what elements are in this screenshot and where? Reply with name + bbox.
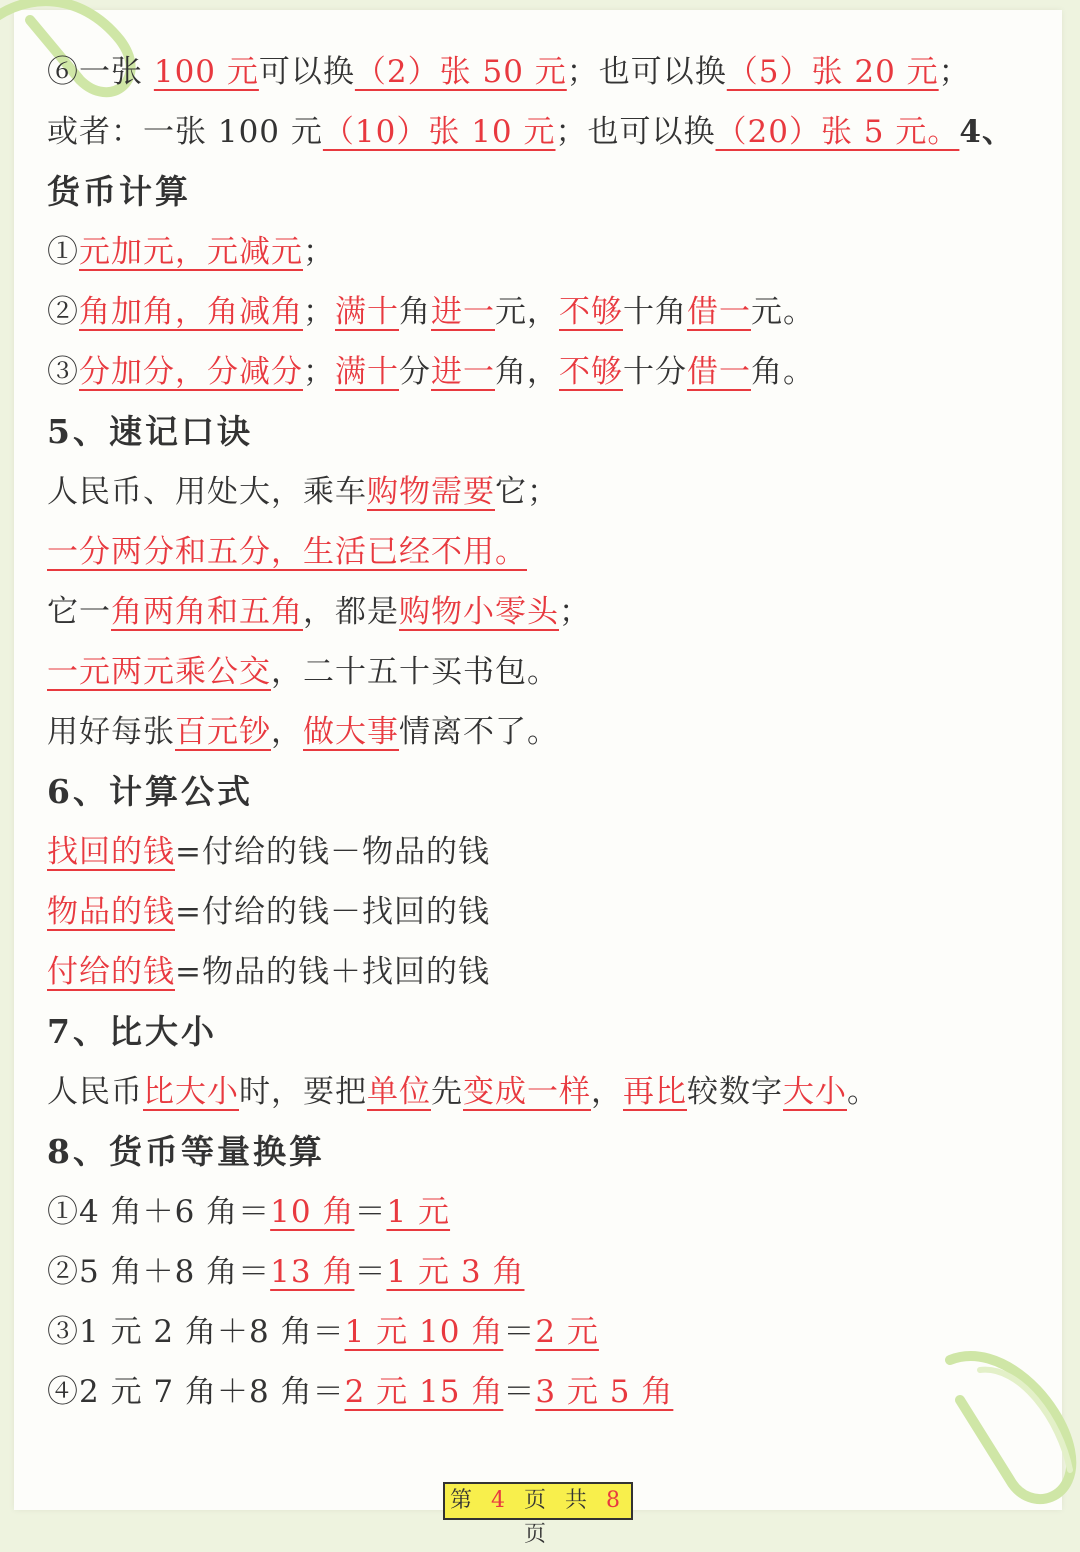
text-segment: 较数字 xyxy=(687,1074,783,1110)
highlighted-text: 借一 xyxy=(687,294,751,330)
section-heading xyxy=(47,762,1047,822)
text-segment: 人民币、用处大，乘车 xyxy=(47,474,367,510)
current-page-number: 4 xyxy=(491,1488,511,1513)
text-segment: =付给的钱－物品的钱 xyxy=(175,834,490,870)
text-segment: =付给的钱－找回的钱 xyxy=(175,894,490,930)
note-line xyxy=(47,42,1047,102)
text-segment: 4、 xyxy=(959,114,1014,150)
highlighted-text: 一分两分和五分，生活已经不用。 xyxy=(47,534,527,570)
highlighted-text: 不够 xyxy=(559,294,623,330)
text-segment: ； xyxy=(303,354,335,390)
highlighted-text: 分加分，分减分 xyxy=(79,354,303,390)
text-segment: ④2 元 7 角＋8 角＝ xyxy=(47,1374,345,1410)
text-segment: 人民币 xyxy=(47,1074,143,1110)
text-segment: ③1 元 2 角＋8 角＝ xyxy=(47,1314,345,1350)
text-segment: ①4 角＋6 角＝ xyxy=(47,1194,271,1230)
text-segment: 可以换 xyxy=(258,54,355,90)
text-segment: 7、比大小 xyxy=(47,1012,217,1051)
page-mid: 页 共 xyxy=(524,1488,593,1513)
text-segment: 十分 xyxy=(623,354,687,390)
highlighted-text: 1 元 3 角 xyxy=(386,1254,525,1290)
note-line xyxy=(47,222,1047,282)
note-line xyxy=(47,342,1047,402)
highlighted-text: 找回的钱 xyxy=(47,834,175,870)
text-segment: 分 xyxy=(399,354,431,390)
note-line xyxy=(47,642,1047,702)
text-segment: 元， xyxy=(495,294,559,330)
text-segment: 它一 xyxy=(47,594,111,630)
text-segment: ，都是 xyxy=(303,594,399,630)
highlighted-text: 单位 xyxy=(367,1074,431,1110)
highlighted-text: 100 元 xyxy=(153,54,259,90)
highlighted-text: 比大小 xyxy=(143,1074,239,1110)
highlighted-text: 满十 xyxy=(335,354,399,390)
note-line xyxy=(47,702,1047,762)
text-segment: ＝ xyxy=(503,1314,536,1350)
highlighted-text: 10 角 xyxy=(270,1194,355,1230)
note-line xyxy=(47,1302,1047,1362)
highlighted-text: 购物小零头 xyxy=(399,594,559,630)
text-segment: ； xyxy=(303,234,335,270)
text-segment: 先 xyxy=(431,1074,463,1110)
note-line xyxy=(47,462,1047,522)
text-segment: 它； xyxy=(495,474,559,510)
highlighted-text: （20）张 5 元。 xyxy=(715,114,960,150)
text-segment: 十角 xyxy=(623,294,687,330)
text-segment: 5、速记口诀 xyxy=(47,412,253,451)
highlighted-text: 做大事 xyxy=(303,714,399,750)
page-indicator xyxy=(443,1482,633,1547)
highlighted-text: 物品的钱 xyxy=(47,894,175,930)
highlighted-text: （5）张 20 元 xyxy=(726,54,939,90)
text-segment: 时，要把 xyxy=(239,1074,367,1110)
highlighted-text: 再比 xyxy=(623,1074,687,1110)
text-segment: 情离不了。 xyxy=(399,714,559,750)
text-segment: ②5 角＋8 角＝ xyxy=(47,1254,271,1290)
text-segment: 用好每张 xyxy=(47,714,175,750)
text-segment: ，二十五十买书包。 xyxy=(271,654,559,690)
highlighted-text: 1 元 xyxy=(386,1194,451,1230)
page-suffix: 页 xyxy=(523,1522,552,1547)
text-segment: 角。 xyxy=(751,354,815,390)
text-segment: ③ xyxy=(47,354,79,390)
highlighted-text: 一元两元乘公交 xyxy=(47,654,271,690)
highlighted-text: 元加元，元减元 xyxy=(79,234,303,270)
highlighted-text: 进一 xyxy=(431,294,495,330)
highlighted-text: 进一 xyxy=(431,354,495,390)
highlighted-text: 大小 xyxy=(783,1074,847,1110)
note-line xyxy=(47,522,1047,582)
note-line xyxy=(47,942,1047,1002)
text-segment: 6、计算公式 xyxy=(47,772,253,811)
highlighted-text: 13 角 xyxy=(270,1254,355,1290)
text-segment: 。 xyxy=(847,1074,879,1110)
text-segment: ， xyxy=(591,1074,623,1110)
highlighted-text: 2 元 15 角 xyxy=(344,1374,504,1410)
page-prefix: 第 xyxy=(449,1488,478,1513)
text-segment: ；也可以换 xyxy=(566,54,727,90)
highlighted-text: 不够 xyxy=(559,354,623,390)
section-heading xyxy=(47,1002,1047,1062)
note-line xyxy=(47,1062,1047,1122)
highlighted-text: 借一 xyxy=(687,354,751,390)
highlighted-text: 变成一样 xyxy=(463,1074,591,1110)
highlighted-text: 1 元 10 角 xyxy=(344,1314,504,1350)
text-segment: ， xyxy=(271,714,303,750)
text-segment: ； xyxy=(303,294,335,330)
text-segment: 或者：一张 100 元 xyxy=(47,114,323,150)
text-segment: 元。 xyxy=(751,294,815,330)
highlighted-text: 付给的钱 xyxy=(47,954,175,990)
text-segment: ⑥一张 xyxy=(47,54,154,90)
text-segment: 8、货币等量换算 xyxy=(47,1132,325,1171)
text-segment: 角 xyxy=(399,294,431,330)
highlighted-text: 角加角，角减角 xyxy=(79,294,303,330)
highlighted-text: （10）张 10 元 xyxy=(322,114,556,150)
note-line xyxy=(47,1182,1047,1242)
text-segment: =物品的钱＋找回的钱 xyxy=(175,954,490,990)
note-line xyxy=(47,882,1047,942)
highlighted-text: （2）张 50 元 xyxy=(354,54,567,90)
section-heading xyxy=(47,162,1047,222)
note-line xyxy=(47,822,1047,882)
total-pages-number: 8 xyxy=(606,1488,626,1513)
note-line xyxy=(47,1242,1047,1302)
text-segment: ＝ xyxy=(503,1374,536,1410)
notes-content xyxy=(47,42,1047,1422)
highlighted-text: 2 元 xyxy=(535,1314,599,1350)
highlighted-text: 3 元 5 角 xyxy=(535,1374,674,1410)
text-segment: ； xyxy=(559,594,591,630)
text-segment: ＝ xyxy=(354,1254,387,1290)
note-line xyxy=(47,102,1047,162)
text-segment: ② xyxy=(47,294,79,330)
text-segment: ；也可以换 xyxy=(555,114,716,150)
text-segment: 货币计算 xyxy=(47,172,191,211)
text-segment: ＝ xyxy=(354,1194,387,1230)
note-line xyxy=(47,582,1047,642)
section-heading xyxy=(47,1122,1047,1182)
note-line xyxy=(47,282,1047,342)
section-heading xyxy=(47,402,1047,462)
text-segment: 角， xyxy=(495,354,559,390)
highlighted-text: 购物需要 xyxy=(367,474,495,510)
highlighted-text: 满十 xyxy=(335,294,399,330)
highlighted-text: 百元钞 xyxy=(175,714,271,750)
highlighted-text: 角两角和五角 xyxy=(111,594,303,630)
text-segment: ； xyxy=(938,54,971,90)
text-segment: ① xyxy=(47,234,79,270)
note-line xyxy=(47,1362,1047,1422)
